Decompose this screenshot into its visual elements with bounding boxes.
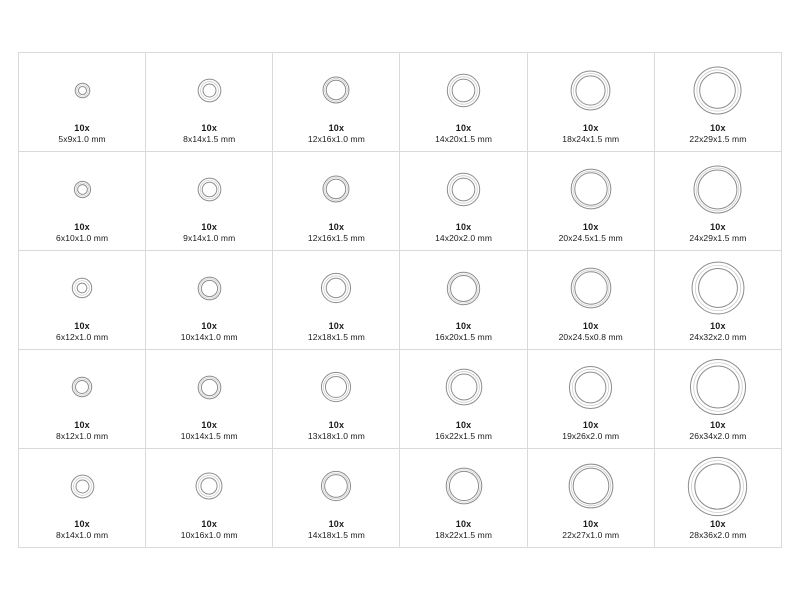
oring-cell <box>273 350 400 449</box>
oring-labels <box>19 420 145 448</box>
oring-icon <box>321 75 351 105</box>
oring-cell <box>19 53 146 152</box>
oring-size: 6x12x1.0 mm <box>56 332 109 342</box>
oring-illustration <box>528 156 654 222</box>
oring-cell <box>146 449 273 548</box>
oring-illustration <box>528 57 654 123</box>
oring-icon <box>196 374 223 401</box>
oring-labels <box>528 420 654 448</box>
oring-icon <box>196 77 223 104</box>
oring-icon <box>569 266 613 310</box>
oring-quantity: 10x <box>582 222 599 232</box>
oring-labels <box>400 222 526 250</box>
oring-cell <box>400 53 527 152</box>
oring-labels <box>273 519 399 547</box>
oring-cell <box>655 251 782 350</box>
oring-icon <box>72 179 93 200</box>
oring-grid <box>18 52 782 548</box>
oring-quantity: 10x <box>455 420 472 430</box>
oring-size: 16x22x1.5 mm <box>435 431 493 441</box>
oring-labels <box>655 321 781 349</box>
oring-illustration <box>273 57 399 123</box>
oring-cell <box>528 251 655 350</box>
oring-illustration <box>655 156 781 222</box>
oring-quantity: 10x <box>455 222 472 232</box>
oring-illustration <box>655 255 781 321</box>
oring-quantity: 10x <box>74 222 90 232</box>
oring-icon <box>569 167 613 211</box>
oring-labels <box>146 123 272 151</box>
oring-quantity: 10x <box>710 420 726 430</box>
oring-labels <box>655 123 781 151</box>
oring-icon <box>692 65 743 116</box>
oring-labels <box>146 519 272 547</box>
oring-size: 18x24x1.5 mm <box>562 134 620 144</box>
oring-icon <box>319 271 353 305</box>
oring-labels <box>400 420 526 448</box>
oring-quantity: 10x <box>74 123 90 133</box>
oring-quantity: 10x <box>710 222 726 232</box>
oring-cell <box>273 152 400 251</box>
oring-quantity: 10x <box>455 321 472 331</box>
oring-illustration <box>19 156 145 222</box>
oring-quantity: 10x <box>328 519 345 529</box>
oring-cell <box>400 152 527 251</box>
oring-labels <box>146 222 272 250</box>
oring-labels <box>273 420 399 448</box>
oring-icon <box>70 276 94 300</box>
oring-cell <box>655 350 782 449</box>
oring-labels <box>273 123 399 151</box>
oring-quantity: 10x <box>201 420 218 430</box>
oring-illustration <box>146 453 272 519</box>
oring-labels <box>146 321 272 349</box>
oring-cell <box>528 152 655 251</box>
oring-quantity: 10x <box>74 519 90 529</box>
oring-illustration <box>273 354 399 420</box>
oring-size: 10x14x1.0 mm <box>180 332 238 342</box>
oring-icon <box>688 357 748 417</box>
oring-quantity: 10x <box>201 123 218 133</box>
oring-quantity: 10x <box>328 222 345 232</box>
oring-labels <box>400 519 526 547</box>
oring-labels <box>655 519 781 547</box>
oring-labels <box>655 222 781 250</box>
oring-size: 20x24.5x0.8 mm <box>558 332 623 342</box>
oring-icon <box>567 364 614 411</box>
oring-illustration <box>19 57 145 123</box>
oring-cell <box>146 251 273 350</box>
oring-icon <box>73 81 92 100</box>
oring-size: 26x34x2.0 mm <box>689 431 747 441</box>
oring-icon <box>70 375 94 399</box>
oring-cell <box>528 449 655 548</box>
oring-icon <box>321 174 351 204</box>
oring-quantity: 10x <box>582 519 599 529</box>
oring-cell <box>146 350 273 449</box>
oring-cell <box>273 251 400 350</box>
oring-quantity: 10x <box>710 321 726 331</box>
oring-labels <box>19 123 145 151</box>
oring-cell <box>19 350 146 449</box>
oring-quantity: 10x <box>710 123 726 133</box>
oring-quantity: 10x <box>201 321 218 331</box>
oring-quantity: 10x <box>582 123 599 133</box>
oring-quantity: 10x <box>201 519 218 529</box>
oring-size: 6x10x1.0 mm <box>56 233 109 243</box>
oring-illustration <box>19 354 145 420</box>
oring-cell <box>528 350 655 449</box>
oring-icon <box>690 260 746 316</box>
oring-cell <box>400 449 527 548</box>
oring-size: 8x14x1.0 mm <box>56 530 109 540</box>
oring-illustration <box>528 453 654 519</box>
oring-size: 19x26x2.0 mm <box>562 431 620 441</box>
oring-illustration <box>146 156 272 222</box>
oring-labels <box>19 519 145 547</box>
oring-icon <box>445 270 482 307</box>
oring-illustration <box>528 354 654 420</box>
oring-labels <box>146 420 272 448</box>
oring-size: 24x32x2.0 mm <box>689 332 747 342</box>
oring-size: 9x14x1.0 mm <box>183 233 236 243</box>
oring-illustration <box>400 156 526 222</box>
oring-cell <box>19 152 146 251</box>
oring-size: 20x24.5x1.5 mm <box>558 233 623 243</box>
oring-cell <box>655 449 782 548</box>
oring-size: 8x14x1.5 mm <box>183 134 236 144</box>
oring-size: 10x16x1.0 mm <box>180 530 238 540</box>
oring-cell <box>400 350 527 449</box>
oring-size: 14x20x2.0 mm <box>435 233 493 243</box>
oring-icon <box>445 171 482 208</box>
oring-size: 10x14x1.5 mm <box>180 431 238 441</box>
oring-labels <box>19 222 145 250</box>
oring-size: 22x29x1.5 mm <box>689 134 747 144</box>
oring-size: 13x18x1.0 mm <box>307 431 365 441</box>
oring-labels <box>655 420 781 448</box>
oring-labels <box>528 123 654 151</box>
oring-quantity: 10x <box>328 123 345 133</box>
oring-size: 12x16x1.0 mm <box>307 134 365 144</box>
oring-icon <box>194 471 224 501</box>
oring-icon <box>319 469 353 503</box>
oring-illustration <box>400 255 526 321</box>
oring-cell <box>528 53 655 152</box>
oring-illustration <box>273 453 399 519</box>
oring-illustration <box>400 453 526 519</box>
oring-illustration <box>273 156 399 222</box>
oring-cell <box>273 53 400 152</box>
oring-size: 8x12x1.0 mm <box>56 431 109 441</box>
oring-quantity: 10x <box>74 420 90 430</box>
oring-quantity: 10x <box>201 222 218 232</box>
oring-cell <box>655 152 782 251</box>
oring-labels <box>400 321 526 349</box>
oring-illustration <box>528 255 654 321</box>
oring-labels <box>528 321 654 349</box>
oring-icon <box>569 69 612 112</box>
oring-icon <box>444 367 484 407</box>
oring-quantity: 10x <box>328 321 345 331</box>
oring-size: 24x29x1.5 mm <box>689 233 747 243</box>
oring-illustration <box>146 57 272 123</box>
oring-size: 16x20x1.5 mm <box>435 332 493 342</box>
oring-illustration <box>400 57 526 123</box>
oring-cell <box>655 53 782 152</box>
oring-illustration <box>19 453 145 519</box>
oring-size: 14x20x1.5 mm <box>435 134 493 144</box>
oring-quantity: 10x <box>582 321 599 331</box>
oring-illustration <box>400 354 526 420</box>
oring-illustration <box>19 255 145 321</box>
oring-size: 5x9x1.0 mm <box>58 134 106 144</box>
oring-quantity: 10x <box>582 420 599 430</box>
oring-icon <box>567 462 615 510</box>
oring-icon <box>196 176 223 203</box>
oring-labels <box>19 321 145 349</box>
oring-size: 22x27x1.0 mm <box>562 530 620 540</box>
oring-labels <box>273 321 399 349</box>
oring-illustration <box>146 354 272 420</box>
oring-size: 12x16x1.5 mm <box>307 233 365 243</box>
oring-illustration <box>273 255 399 321</box>
oring-labels <box>273 222 399 250</box>
oring-cell <box>273 449 400 548</box>
oring-labels <box>400 123 526 151</box>
oring-size: 12x18x1.5 mm <box>307 332 365 342</box>
oring-size: 18x22x1.5 mm <box>435 530 493 540</box>
oring-illustration <box>655 453 781 519</box>
oring-icon <box>69 473 96 500</box>
oring-quantity: 10x <box>328 420 345 430</box>
oring-icon <box>445 72 482 109</box>
oring-quantity: 10x <box>74 321 90 331</box>
oring-labels <box>528 222 654 250</box>
oring-cell <box>146 53 273 152</box>
oring-quantity: 10x <box>455 519 472 529</box>
oring-icon <box>196 275 223 302</box>
oring-labels <box>528 519 654 547</box>
oring-illustration <box>655 57 781 123</box>
oring-cell <box>19 449 146 548</box>
oring-icon <box>319 370 353 404</box>
oring-quantity: 10x <box>455 123 472 133</box>
oring-size: 14x18x1.5 mm <box>307 530 365 540</box>
oring-illustration <box>146 255 272 321</box>
oring-icon <box>444 466 484 506</box>
oring-cell <box>146 152 273 251</box>
oring-quantity: 10x <box>710 519 726 529</box>
oring-illustration <box>655 354 781 420</box>
oring-size: 28x36x2.0 mm <box>689 530 747 540</box>
oring-icon <box>686 455 749 518</box>
oring-icon <box>692 164 743 215</box>
oring-cell <box>400 251 527 350</box>
oring-cell <box>19 251 146 350</box>
